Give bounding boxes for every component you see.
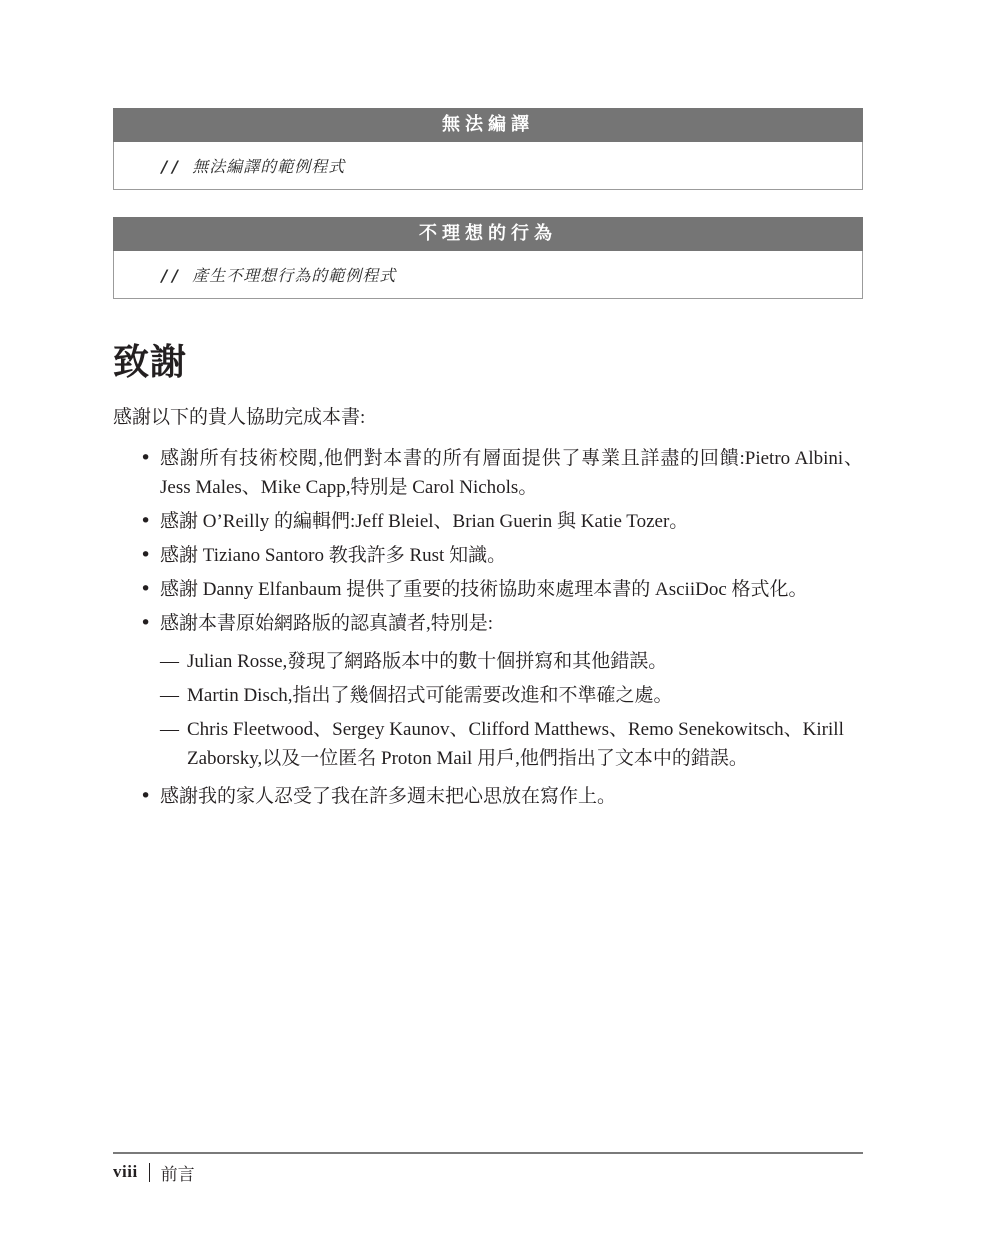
list-item-text: 感謝本書原始網路版的認真讀者,特別是: [160,613,494,634]
callout-undesired-behavior-body [113,251,863,299]
footer-rule [113,1152,863,1154]
dash-marker: — [160,685,179,706]
callout-cannot-compile [113,108,863,190]
sub-list-item [113,681,863,710]
list-item-text: 感謝 Tiziano Santoro 教我許多 Rust 知識。 [160,545,507,566]
list-item [113,507,863,536]
code-comment-slashes: // [160,157,182,176]
list-item [113,444,863,502]
bullet-marker: • [140,578,152,600]
footer-page-number: viii [113,1162,138,1181]
callout-cannot-compile-title: 無法編譯 [113,108,863,142]
callout-cannot-compile-body [113,142,863,190]
bullet-marker: • [140,612,152,634]
list-item-text: 感謝 O’Reilly 的編輯們:Jeff Bleiel、Brian Guerin 與 Katie Tozer。 [160,511,689,532]
code-comment [160,263,396,286]
list-item [113,575,863,604]
dash-marker: — [160,719,179,740]
bullet-marker: • [140,785,152,807]
list-item [113,782,863,811]
list-item-text: 感謝我的家人忍受了我在許多週末把心思放在寫作上。 [160,786,617,807]
sub-list-item [113,715,863,773]
footer-divider [149,1163,150,1182]
intro-paragraph: 感謝以下的貴人協助完成本書: [113,407,366,428]
footer [113,1160,195,1184]
callout-undesired-behavior [113,217,863,299]
acknowledgment-list [113,444,863,816]
code-comment [160,154,345,177]
sub-list-item-text: Julian Rosse,發現了網路版本中的數十個拼寫和其他錯誤。 [187,651,668,672]
code-comment-text: 無法編譯的範例程式 [192,159,346,176]
code-comment-slashes: // [160,266,182,285]
list-item-text: 感謝所有技術校閱,他們對本書的所有層面提供了專業且詳盡的回饋:Pietro Albini、Jess Males、Mike Capp,特別是 Carol Nichols。 [160,448,863,498]
section-heading-acknowledgments: 致謝 [113,342,188,383]
callout-undesired-behavior-title: 不理想的行為 [113,217,863,251]
list-item [113,541,863,570]
code-comment-text: 產生不理想行為的範例程式 [192,268,397,285]
sub-list-item-text: Martin Disch,指出了幾個招式可能需要改進和不準確之處。 [187,685,673,706]
list-item-text: 感謝 Danny Elfanbaum 提供了重要的技術協助來處理本書的 AsciiDoc 格式化。 [160,579,808,600]
bullet-marker: • [140,447,152,469]
list-item [113,609,863,638]
footer-chapter-title: 前言 [160,1164,195,1184]
sub-list-item-text: Chris Fleetwood、Sergey Kaunov、Clifford Matthews、Remo Senekowitsch、Kirill Zaborsky,以及一位匿名 Proton Mail 用戶,他們指出了文本中的錯誤。 [187,719,844,769]
sub-list [113,647,863,773]
sub-list-item [113,647,863,676]
bullet-marker: • [140,510,152,532]
dash-marker: — [160,651,179,672]
bullet-marker: • [140,544,152,566]
